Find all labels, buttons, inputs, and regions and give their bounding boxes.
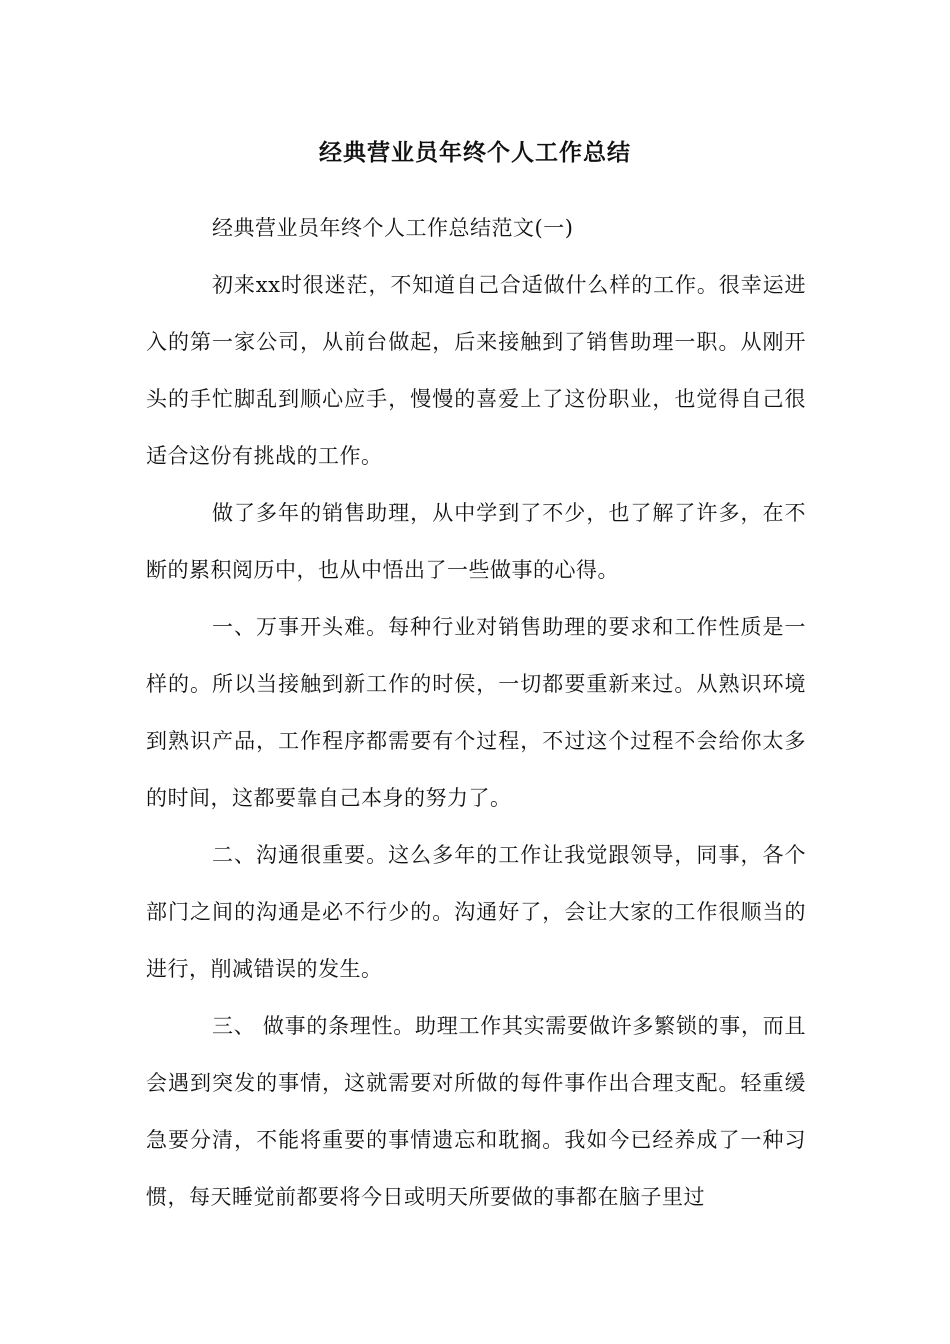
- paragraph-5: 三、 做事的条理性。助理工作其实需要做许多繁锁的事，而且会遇到突发的事情，这就需要对所做的每件事作出合理支配。轻重缓急要分清，不能将重要的事情遗忘和耽搁。我如今已经养成了一种习惯，每天睡觉前都要将今日或明天所要做的事都在脑子里过: [146, 1014, 806, 1209]
- paragraph-4: 二、沟通很重要。这么多年的工作让我觉跟领导，同事，各个部门之间的沟通是必不行少的。沟通好了，会让大家的工作很顺当的进行，削减错误的发生。: [146, 843, 806, 981]
- document-body: [146, 200, 806, 1226]
- subtitle-paragraph: 经典营业员年终个人工作总结范文(一): [212, 216, 574, 240]
- paragraph-3: 一、万事开头难。每种行业对销售助理的要求和工作性质是一样的。所以当接触到新工作的时侯，一切都要重新来过。从熟识环境到熟识产品，工作程序都需要有个过程，不过这个过程不会给你太多的时间，这都要靠自己本身的努力了。: [146, 615, 806, 810]
- paragraph-1: 初来xx时很迷茫，不知道自己合适做什么样的工作。很幸运进入的第一家公司，从前台做起，后来接触到了销售助理一职。从刚开头的手忙脚乱到顺心应手，慢慢的喜爱上了这份职业，也觉得自己很适合这份有挑战的工作。: [146, 273, 806, 468]
- paragraph-2: 做了多年的销售助理，从中学到了不少，也了解了许多，在不断的累积阅历中，也从中悟出了一些做事的心得。: [146, 501, 806, 582]
- document-title: 经典营业员年终个人工作总结: [319, 139, 631, 166]
